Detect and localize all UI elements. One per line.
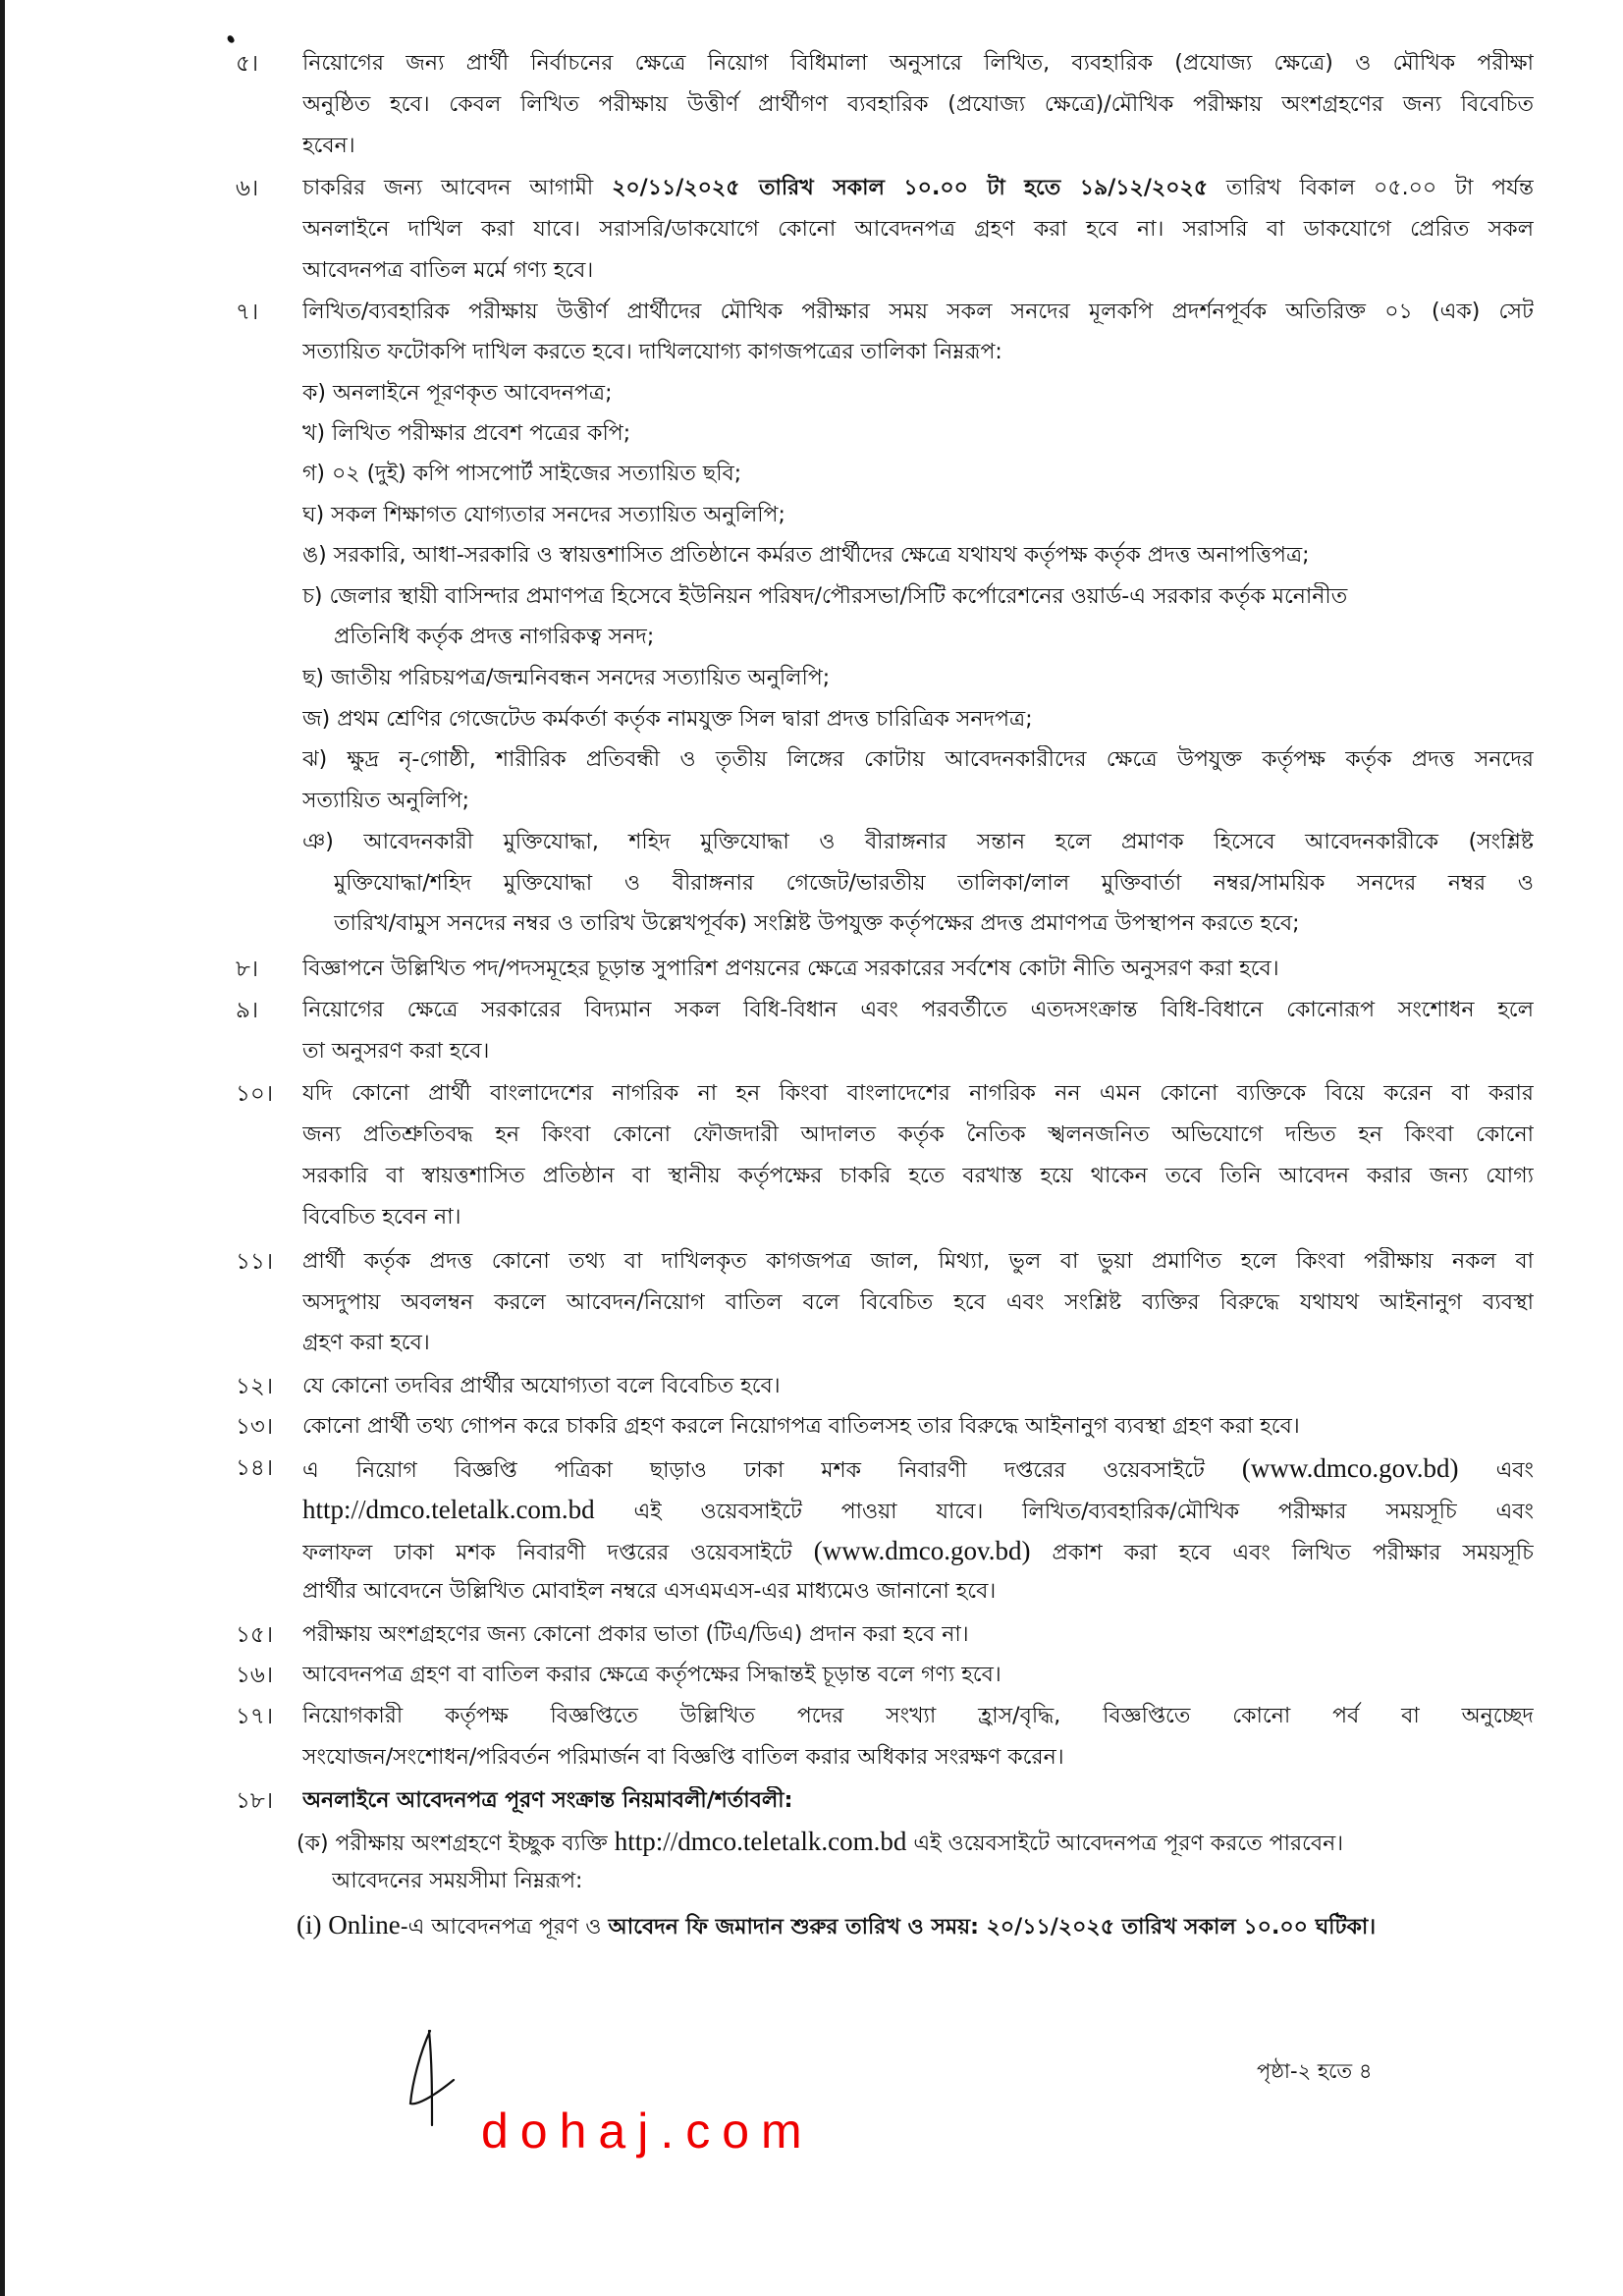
text: -এ আবেদনপত্র পূরণ ও (400, 1915, 609, 1940)
clause-number: ১৩। (236, 1414, 274, 1440)
text: এ নিয়োগ বিজ্ঞপ্তি পত্রিকা ছাড়াও ঢাকা মশক নিবারণী দপ্তরের ওয়েবসাইটে (302, 1458, 1205, 1483)
clause-line: সরকারি বা স্বায়ত্তশাসিত প্রতিষ্ঠান বা স্থানীয় কর্তৃপক্ষের চাকরি হতে বরখাস্ত হয়ে থাকেন তবে তিনি আবেদন করার জন্য যোগ্য (302, 1164, 1534, 1188)
clause-number: ১৬। (236, 1663, 274, 1688)
clause-number: ১০। (236, 1081, 274, 1107)
clause-line: প্রার্থীর আবেদনে উল্লিখিত মোবাইল নম্বরে এসএমএস-এর মাধ্যমেও জানানো হবে। (302, 1579, 997, 1604)
document-list-item: ঝ) ক্ষুদ্র নৃ-গোষ্ঠী, শারীরিক প্রতিবন্ধী ও তৃতীয় লিঙ্গের কোটায় আবেদনকারীদের ক্ষেত্রে উপযুক্ত কর্তৃপক্ষ কর্তৃক প্রদত্ত সনদের (302, 747, 1534, 772)
text: প্রকাশ করা হবে এবং লিখিত পরীক্ষার সময়সূচি (1030, 1541, 1534, 1565)
clause-line: গ্রহণ করা হবে। (302, 1331, 430, 1355)
clause-number: ৭। (236, 300, 259, 325)
clause-number: ১৭। (236, 1704, 274, 1729)
clause-line: জন্য প্রতিশ্রুতিবদ্ধ হন কিংবা কোনো ফৌজদারী আদালত কর্তৃক নৈতিক স্খলনজনিত অভিযোগে দন্ডিত হন কিংবা কোনো (302, 1122, 1534, 1147)
teletalk-link[interactable]: http://dmco.teletalk.com.bd (302, 1495, 595, 1524)
sub-clause-line (297, 1827, 1534, 1859)
signature-mark (403, 2023, 471, 2131)
clause-line: বিজ্ঞাপনে উল্লিখিত পদ/পদসমূহের চূড়ান্ত সুপারিশ প্রণয়নের ক্ষেত্রে সরকারের সর্বশেষ কোটা নীতি অনুসরণ করা হবে। (302, 957, 1279, 981)
clause-number: ৮। (236, 957, 259, 982)
text: (ক) পরীক্ষায় অংশগ্রহণে ইচ্ছুক ব্যক্তি (297, 1831, 615, 1856)
watermark: dohaj.com (481, 2104, 814, 2159)
document-list-item-cont: মুক্তিযোদ্ধা/শহিদ মুক্তিযোদ্ধা ও বীরাঙ্গনার গেজেট/ভারতীয় তালিকা/লাল মুক্তিবার্তা নম্বর/সাময়িক সনদের নম্বর ও (334, 871, 1534, 896)
clause-line: হবেন। (302, 134, 355, 158)
text: তারিখ বিকাল ০৫.০০ টা পর্যন্ত (1208, 176, 1534, 200)
bold-date-range: ২০/১১/২০২৫ তারিখ সকাল ১০.০০ টা হতে ১৯/১২/২০২৫ (612, 176, 1209, 200)
sub-clause-line: আবেদনের সময়সীমা নিম্নরূপ: (332, 1869, 583, 1893)
clause-line: বিবেচিত হবেন না। (302, 1205, 461, 1230)
clause-heading: অনলাইনে আবেদনপত্র পূরণ সংক্রান্ত নিয়মাবলী/শর্তাবলী: (302, 1788, 793, 1813)
clause-number: ১২। (236, 1374, 274, 1399)
document-list-item-cont: তারিখ/বামুস সনদের নম্বর ও তারিখ উল্লেখপূর্বক) সংশ্লিষ্ট উপযুক্ত কর্তৃপক্ষের প্রদত্ত প্রমাণপত্র উপস্থাপন করতে হবে; (334, 911, 1300, 936)
clause-line (302, 1495, 1534, 1524)
clause-line: পরীক্ষায় অংশগ্রহণের জন্য কোনো প্রকার ভাতা (টিএ/ডিএ) প্রদান করা হবে না। (302, 1622, 969, 1647)
website-link[interactable]: (www.dmco.gov.bd) (813, 1536, 1031, 1565)
text: এই ওয়েবসাইটে পাওয়া যাবে। লিখিত/ব্যবহারিক/মৌখিক পরীক্ষার সময়সূচি এবং (633, 1500, 1534, 1524)
clause-number: ৫। (236, 51, 259, 77)
clause-line: অনুষ্ঠিত হবে। কেবল লিখিত পরীক্ষায় উত্তীর্ণ প্রার্থীগণ ব্যবহারিক (প্রযোজ্য ক্ষেত্রে)/মৌখিক পরীক্ষায় অংশগ্রহণের জন্য বিবেচিত (302, 92, 1534, 117)
clause-line: অনলাইনে দাখিল করা যাবে। সরাসরি/ডাকযোগে কোনো আবেদনপত্র গ্রহণ করা হবে না। সরাসরি বা ডাকযোগে প্রেরিত সকল (302, 217, 1534, 242)
website-link[interactable]: (www.dmco.gov.bd) (1241, 1453, 1459, 1483)
clause-line: আবেদনপত্র গ্রহণ বা বাতিল করার ক্ষেত্রে কর্তৃপক্ষের সিদ্ধান্তই চূড়ান্ত বলে গণ্য হবে। (302, 1663, 1001, 1687)
document-list-item: ঙ) সরকারি, আধা-সরকারি ও স্বায়ত্তশাসিত প্রতিষ্ঠানে কর্মরত প্রার্থীদের ক্ষেত্রে যথাযথ কর্তৃপক্ষ কর্তৃক প্রদত্ত অনাপত্তিপত্র; (302, 543, 1310, 568)
scan-mark (226, 34, 235, 44)
document-list-item: খ) লিখিত পরীক্ষার প্রবেশ পত্রের কপি; (302, 421, 631, 446)
online-label: (i) Online (297, 1910, 401, 1940)
clause-line: আবেদনপত্র বাতিল মর্মে গণ্য হবে। (302, 258, 594, 283)
document-list-item: গ) ০২ (দুই) কপি পাসপোর্ট সাইজের সত্যায়িত ছবি; (302, 462, 742, 486)
document-list-item-cont: সত্যায়িত অনুলিপি; (302, 789, 470, 813)
page-number-label: পৃষ্ঠা-২ হতে ৪ (1257, 2059, 1373, 2083)
scan-edge (0, 0, 5, 2296)
clause-number: ৬। (236, 176, 259, 201)
clause-line: নিয়োগের ক্ষেত্রে সরকারের বিদ্যমান সকল বিধি-বিধান এবং পরবর্তীতে এতদসংক্রান্ত বিধি-বিধানে কোনোরূপ সংশোধন হলে (302, 998, 1534, 1022)
text: এই ওয়েবসাইটে আবেদনপত্র পূরণ করতে পারবেন। (906, 1831, 1344, 1856)
text: ফলাফল ঢাকা মশক নিবারণী দপ্তরের ওয়েবসাইটে (302, 1541, 814, 1565)
clause-line: নিয়োগের জন্য প্রার্থী নির্বাচনের ক্ষেত্রে নিয়োগ বিধিমালা অনুসারে লিখিত, ব্যবহারিক (প্রযোজ্য ক্ষেত্রে) ও মৌখিক পরীক্ষা (302, 51, 1534, 76)
clause-line: নিয়োগকারী কর্তৃপক্ষ বিজ্ঞপ্তিতে উল্লিখিত পদের সংখ্যা হ্রাস/বৃদ্ধি, বিজ্ঞপ্তিতে কোনো পর্ব বা অনুচ্ছেদ (302, 1704, 1534, 1728)
clause-line: অসদুপায় অবলম্বন করলে আবেদন/নিয়োগ বাতিল বলে বিবেচিত হবে এবং সংশ্লিষ্ট ব্যক্তির বিরুদ্ধে যথাযথ আইনানুগ ব্যবস্থা (302, 1290, 1534, 1315)
document-list-item: ঞ) আবেদনকারী মুক্তিযোদ্ধা, শহিদ মুক্তিযোদ্ধা ও বীরাঙ্গনার সন্তান হলে প্রমাণক হিসেবে আবেদনকারীকে (সংশ্লিষ্ট (302, 830, 1534, 854)
document-list-item: জ) প্রথম শ্রেণির গেজেটেড কর্মকর্তা কর্তৃক নামযুক্ত সিল দ্বারা প্রদত্ত চারিত্রিক সনদপত্র; (302, 707, 1033, 732)
clause-number: ১৫। (236, 1622, 274, 1648)
text: চাকরির জন্য আবেদন আগামী (302, 176, 613, 200)
document-list-item-cont: প্রতিনিধি কর্তৃক প্রদত্ত নাগরিকত্ব সনদ; (334, 625, 655, 649)
clause-number: ৯। (236, 998, 259, 1023)
clause-line (302, 1453, 1534, 1483)
clause-line: লিখিত/ব্যবহারিক পরীক্ষায় উত্তীর্ণ প্রার্থীদের মৌখিক পরীক্ষার সময় সকল সনদের মূলকপি প্রদর্শনপূর্বক অতিরিক্ত ০১ (এক) সেট (302, 300, 1534, 324)
clause-line: প্রার্থী কর্তৃক প্রদত্ত কোনো তথ্য বা দাখিলকৃত কাগজপত্র জাল, মিথ্যা, ভুল বা ভুয়া প্রমাণিত হলে কিংবা পরীক্ষায় নকল বা (302, 1249, 1534, 1274)
document-list-item: ছ) জাতীয় পরিচয়পত্র/জন্মনিবন্ধন সনদের সত্যায়িত অনুলিপি; (302, 666, 831, 690)
clause-line: যে কোনো তদবির প্রার্থীর অযোগ্যতা বলে বিবেচিত হবে। (302, 1374, 781, 1398)
bold-start-date: আবেদন ফি জমাদান শুরুর তারিখ ও সময়: ২০/১১/২০২৫ তারিখ সকাল ১০.০০ ঘটিকা। (608, 1915, 1377, 1940)
sub-clause-line (297, 1910, 1534, 1942)
clause-number: ১১। (236, 1249, 274, 1275)
clause-line: যদি কোনো প্রার্থী বাংলাদেশের নাগরিক না হন কিংবা বাংলাদেশের নাগরিক নন এমন কোনো ব্যক্তিকে বিয়ে করেন বা করার (302, 1081, 1534, 1106)
teletalk-link[interactable]: http://dmco.teletalk.com.bd (614, 1827, 907, 1856)
text: এবং (1495, 1458, 1534, 1483)
clause-number: ১৪। (236, 1455, 274, 1481)
clause-line: তা অনুসরণ করা হবে। (302, 1039, 490, 1064)
clause-number: ১৮। (236, 1788, 274, 1814)
document-list-item: ঘ) সকল শিক্ষাগত যোগ্যতার সনদের সত্যায়িত অনুলিপি; (302, 503, 785, 527)
clause-line (302, 174, 1534, 203)
clause-line: কোনো প্রার্থী তথ্য গোপন করে চাকরি গ্রহণ করলে নিয়োগপত্র বাতিলসহ তার বিরুদ্ধে আইনানুগ ব্যবস্থা গ্রহণ করা হবে। (302, 1414, 1300, 1439)
clause-line: সত্যায়িত ফটোকপি দাখিল করতে হবে। দাখিলযোগ্য কাগজপত্রের তালিকা নিম্নরূপ: (302, 340, 1002, 364)
document-list-item: ক) অনলাইনে পূরণকৃত আবেদনপত্র; (302, 381, 613, 406)
document-list-item: চ) জেলার স্থায়ী বাসিন্দার প্রমাণপত্র হিসেবে ইউনিয়ন পরিষদ/পৌরসভা/সিটি কর্পোরেশনের ওয়ার্ড-এ সরকার কর্তৃক মনোনীত (302, 584, 1348, 609)
clause-line: সংযোজন/সংশোধন/পরিবর্তন পরিমার্জন বা বিজ্ঞপ্তি বাতিল করার অধিকার সংরক্ষণ করেন। (302, 1745, 1064, 1770)
clause-line (302, 1536, 1534, 1565)
